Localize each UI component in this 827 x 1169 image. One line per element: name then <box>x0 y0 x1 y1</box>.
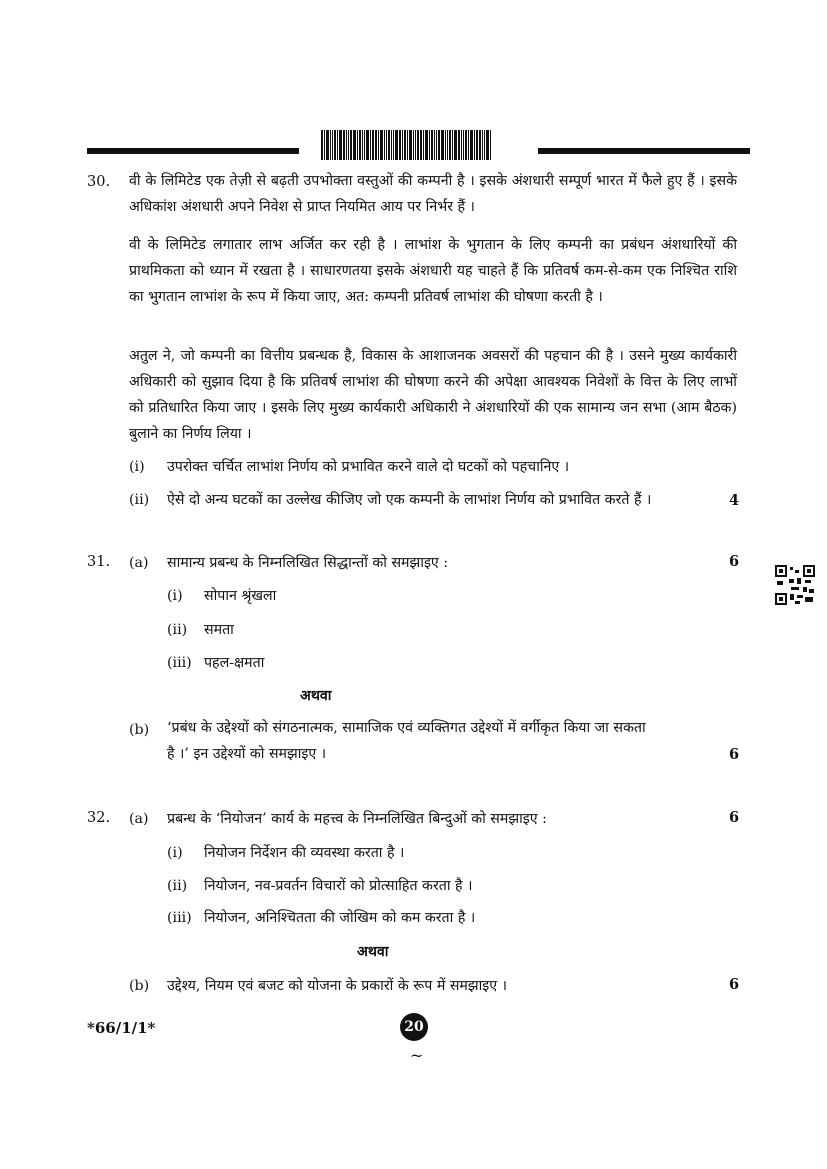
barcode-bar <box>474 130 475 160</box>
q31-or: अथवा <box>300 688 332 704</box>
barcode-bar <box>321 130 323 160</box>
barcode-bar <box>370 130 371 160</box>
barcode-bar <box>463 130 464 160</box>
q31-b-label: (b) <box>129 722 150 738</box>
barcode-bar <box>395 130 398 160</box>
barcode-bar <box>436 130 437 160</box>
barcode <box>321 130 504 160</box>
q30-sub-ii-text: ऐसे दो अन्य घटकों का उल्लेख कीजिए जो एक कम्पनी के लाभांश निर्णय को प्रभावित करते हैं । <box>167 492 652 508</box>
barcode-bar <box>330 130 331 160</box>
barcode-bar <box>423 130 424 160</box>
barcode-bar <box>482 130 483 160</box>
barcode-bar <box>468 130 469 160</box>
header-rule-left <box>87 148 299 154</box>
q31-item-label: (i) <box>167 588 183 604</box>
barcode-bar <box>479 130 481 160</box>
q30-paragraph-3: अतुल ने, जो कम्पनी का वित्तीय प्रबन्धक है, विकास के आशाजनक अवसरों की पहचान की है । उसने मुख्य कार्यकारी अधिकारी को सुझाव दिया है कि प्रतिवर्ष लाभांश की घोषणा करने की अपेक्षा आवश्यक निवेशों के वित्त के लिए लाभों को प्रतिधारित किया जाए । इसके लिए मुख्य कार्यकारी अधिकारी ने अंशधारियों की एक सामान्य जन सभा (आम बैठक) बुलाने का निर्णय लिया । <box>129 348 737 442</box>
barcode-bar <box>357 130 358 160</box>
q31-item-text: सोपान श्रृंखला <box>204 588 277 604</box>
barcode-bar <box>343 130 345 160</box>
barcode-bar <box>326 130 329 160</box>
barcode-bar <box>375 130 377 160</box>
barcode-bar <box>348 130 349 160</box>
footer-tilde: ~ <box>410 1046 424 1065</box>
header-rule-right <box>538 148 750 154</box>
barcode-bar <box>391 130 392 160</box>
q31-b-line-1: ‘प्रबंध के उद्देश्यों को संगठनात्मक, सामाजिक एवं व्यक्तिगत उद्देश्यों में वर्गीकृत किया जा सकता <box>167 720 646 736</box>
q31-number: 31. <box>87 554 111 570</box>
page-number: 20 <box>400 1013 428 1041</box>
barcode-bar <box>372 130 374 160</box>
barcode-bar <box>337 130 338 160</box>
barcode-bar <box>490 130 491 160</box>
q32-item-text: नियोजन, अनिश्चितता की जोखिम को कम करता है । <box>204 910 476 926</box>
barcode-bar <box>366 130 369 160</box>
barcode-bar <box>420 130 422 160</box>
barcode-bar <box>359 130 361 160</box>
barcode-bar <box>452 130 453 160</box>
barcode-bar <box>465 130 467 160</box>
barcode-bar <box>413 130 414 160</box>
barcode-bar <box>486 130 489 160</box>
barcode-bar <box>399 130 401 160</box>
barcode-bar <box>402 130 403 160</box>
q30-sub-i-text: उपरोक्त चर्चित लाभांश निर्णय को प्रभावित करने वाले दो घटकों को पहचानिए । <box>167 459 570 475</box>
barcode-bar <box>334 130 336 160</box>
barcode-bar <box>339 130 342 160</box>
barcode-bar <box>484 130 485 160</box>
barcode-bar <box>454 130 457 160</box>
q30-sub-i-label: (i) <box>129 459 145 475</box>
q32-number: 32. <box>87 810 111 826</box>
q32-b-marks: 6 <box>729 976 740 993</box>
barcode-bar <box>425 130 428 160</box>
barcode-bar <box>388 130 390 160</box>
paper-code: *66/1/1* <box>87 1019 156 1037</box>
q30-paragraph-2: वी के लिमिटेड लगातार लाभ अर्जित कर रही है । लाभांश के भुगतान के लिए कम्पनी का प्रबंधन अंशधारियों की प्राथमिकता को ध्यान में रखता है । साधारणतया इसके अंशधारी यह चाहते हैं कि प्रतिवर्ष कम-से-कम एक निश्चित राशि का भुगतान लाभांश के रूप में किया जाए, अत: कम्पनी प्रतिवर्ष लाभांश की घोषणा करती है । <box>129 237 737 305</box>
q32-a-label: (a) <box>129 811 149 827</box>
barcode-bar <box>353 130 356 160</box>
barcode-bar <box>384 130 385 160</box>
q31-b-line-2: है ।’ इन उद्देश्यों को समझाइए । <box>167 746 327 762</box>
q32-item-label: (ii) <box>167 878 188 894</box>
q31-a-text: सामान्य प्रबन्ध के निम्नलिखित सिद्धान्तों को समझाइए : <box>167 555 449 571</box>
q30-marks: 4 <box>729 492 740 509</box>
q31-b-marks: 6 <box>729 746 740 763</box>
q31-a-marks: 6 <box>729 553 740 570</box>
q32-a-marks: 6 <box>729 809 740 826</box>
q32-item-label: (i) <box>167 845 183 861</box>
barcode-bar <box>407 130 408 160</box>
q31-item-label: (iii) <box>167 655 192 671</box>
q31-item-label: (ii) <box>167 622 188 638</box>
q30-sub-ii-label: (ii) <box>129 492 150 508</box>
q32-item-text: नियोजन, नव-प्रवर्तन विचारों को प्रोत्साहित करता है । <box>204 878 473 894</box>
barcode-bar <box>380 130 383 160</box>
barcode-bar <box>470 130 473 160</box>
barcode-bar <box>429 130 430 160</box>
barcode-bar <box>346 130 347 160</box>
barcode-bar <box>415 130 416 160</box>
q30-number: 30. <box>87 174 111 190</box>
q32-b-label: (b) <box>129 978 150 994</box>
barcode-bar <box>449 130 451 160</box>
barcode-bar <box>461 130 462 160</box>
q31-item-text: पहल-क्षमता <box>204 655 265 671</box>
barcode-bar <box>434 130 435 160</box>
barcode-bar <box>324 130 325 160</box>
barcode-bar <box>378 130 379 160</box>
q31-a-label: (a) <box>129 555 149 571</box>
barcode-bar <box>445 130 446 160</box>
q30-paragraph-1: वी के लिमिटेड एक तेज़ी से बढ़ती उपभोक्ता वस्तुओं की कम्पनी है । इसके अंशधारी सम्पूर्ण भारत में फैले हुए हैं । इसके अधिकांश अंशधारी अपने निवेश से प्राप्त नियमित आय पर निर्भर हैं । <box>129 173 737 215</box>
barcode-bar <box>417 130 419 160</box>
barcode-bar <box>476 130 478 160</box>
barcode-bar <box>364 130 365 160</box>
q32-item-text: नियोजन निर्देशन की व्यवस्था करता है । <box>204 845 405 861</box>
barcode-bar <box>409 130 412 160</box>
barcode-bar <box>447 130 448 160</box>
barcode-bar <box>431 130 433 160</box>
q32-a-text: प्रबन्ध के ‘नियोजन’ कार्य के महत्त्व के निम्नलिखित बिन्दुओं को समझाइए : <box>167 811 547 827</box>
q32-item-label: (iii) <box>167 910 192 926</box>
barcode-bar <box>441 130 444 160</box>
barcode-bar <box>404 130 406 160</box>
barcode-bar <box>458 130 460 160</box>
qr-code-icon <box>775 565 815 605</box>
barcode-bar <box>332 130 333 160</box>
barcode-bar <box>386 130 387 160</box>
q31-item-text: समता <box>204 622 234 638</box>
barcode-bar <box>438 130 440 160</box>
barcode-bar <box>362 130 363 160</box>
q32-or: अथवा <box>357 944 389 960</box>
q32-b-text: उद्देश्य, नियम एवं बजट को योजना के प्रकारों के रूप में समझाइए । <box>167 978 507 994</box>
barcode-bar <box>393 130 394 160</box>
barcode-bar <box>350 130 352 160</box>
